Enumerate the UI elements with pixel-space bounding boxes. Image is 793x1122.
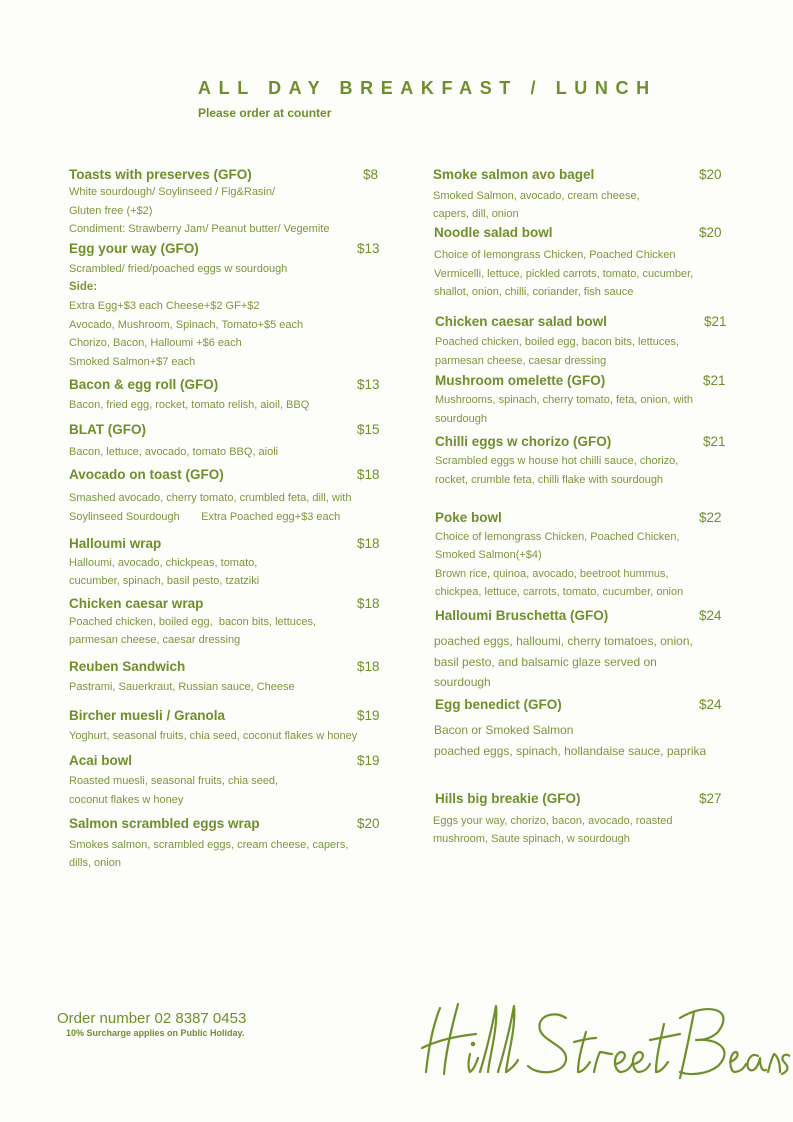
item-desc: Halloumi, avocado, chickpeas, tomato, — [69, 557, 258, 569]
item-price: $24 — [699, 608, 722, 623]
item-desc: Roasted muesli, seasonal fruits, chia seed, — [69, 775, 279, 787]
item-desc: shallot, onion, chilli, coriander, fish sauce — [434, 286, 634, 298]
item-desc: poached eggs, spinach, hollandaise sauce, paprika — [434, 744, 707, 758]
item-price: $13 — [357, 241, 380, 256]
item-desc: parmesan cheese, caesar dressing — [435, 355, 607, 367]
item-desc: Soylinseed Sourdough Extra Poached egg+$3 each — [69, 511, 341, 523]
item-desc: Poached chicken, boiled egg, bacon bits, lettuces, — [69, 616, 317, 628]
item-name: Avocado on toast (GFO) — [69, 467, 224, 482]
side-option: Smoked Salmon+$7 each — [69, 356, 196, 368]
item-price: $20 — [357, 816, 380, 831]
item-desc: Smoked Salmon, avocado, cream cheese, — [433, 190, 640, 202]
item-name: Chicken caesar salad bowl — [435, 314, 607, 329]
item-desc: Mushrooms, spinach, cherry tomato, feta, onion, with — [435, 394, 694, 406]
item-price: $19 — [357, 753, 380, 768]
page-subtitle: Please order at counter — [198, 106, 332, 120]
item-desc: mushroom, Saute spinach, w sourdough — [433, 833, 630, 845]
item-price: $27 — [699, 791, 722, 806]
item-price: $20 — [699, 167, 722, 182]
item-name: Bircher muesli / Granola — [69, 708, 226, 723]
item-desc: sourdough — [434, 675, 491, 689]
item-price: $20 — [699, 225, 722, 240]
item-price: $18 — [357, 536, 380, 551]
item-price: $22 — [699, 510, 722, 525]
item-desc: Brown rice, quinoa, avocado, beetroot hummus, — [435, 568, 669, 580]
side-option: Extra Egg+$3 each Cheese+$2 GF+$2 — [69, 300, 260, 312]
brand-logo — [418, 998, 790, 1093]
brand-logo-script — [418, 998, 790, 1088]
item-desc: Eggs your way, chorizo, bacon, avocado, roasted — [433, 815, 673, 827]
item-desc: sourdough — [435, 413, 487, 425]
item-desc: Choice of lemongrass Chicken, Poached Chicken — [434, 249, 676, 261]
item-name: Egg benedict (GFO) — [435, 697, 562, 712]
item-name: Noodle salad bowl — [434, 225, 553, 240]
item-name: Halloumi Bruschetta (GFO) — [435, 608, 609, 623]
item-name: Mushroom omelette (GFO) — [435, 373, 606, 388]
side-option: Chorizo, Bacon, Halloumi +$6 each — [69, 337, 242, 349]
item-desc: Smokes salmon, scrambled eggs, cream cheese, capers, — [69, 839, 349, 851]
page-title: ALL DAY BREAKFAST / LUNCH — [198, 78, 657, 98]
item-desc: Pastrami, Sauerkraut, Russian sauce, Cheese — [69, 681, 295, 693]
item-name: Hills big breakie (GFO) — [435, 791, 581, 806]
item-price: $18 — [357, 467, 380, 482]
item-desc: Yoghurt, seasonal fruits, chia seed, coconut flakes w honey — [69, 730, 358, 742]
item-name: Halloumi wrap — [69, 536, 162, 551]
item-desc: Vermicelli, lettuce, pickled carrots, tomato, cucumber, — [434, 268, 694, 280]
item-price: $21 — [704, 314, 727, 329]
item-desc: Scrambled/ fried/poached eggs w sourdough — [69, 263, 288, 275]
item-name: Egg your way (GFO) — [69, 241, 199, 256]
item-price: $21 — [703, 373, 726, 388]
item-name: Reuben Sandwich — [69, 659, 186, 674]
side-option: Avocado, Mushroom, Spinach, Tomato+$5 each — [69, 319, 304, 331]
item-desc: White sourdough/ Soylinseed / Fig&Rasin/ — [69, 186, 276, 198]
item-price: $21 — [703, 434, 726, 449]
item-price: $15 — [357, 422, 380, 437]
item-desc: basil pesto, and balsamic glaze served on — [434, 655, 657, 669]
item-price: $13 — [357, 377, 380, 392]
item-name: Bacon & egg roll (GFO) — [69, 377, 219, 392]
item-desc: dills, onion — [69, 857, 121, 869]
item-desc: chickpea, lettuce, carrots, tomato, cucumber, onion — [435, 586, 684, 598]
item-desc: Bacon or Smoked Salmon — [434, 723, 574, 737]
item-desc: capers, dill, onion — [433, 208, 519, 220]
item-desc: poached eggs, halloumi, cherry tomatoes, onion, — [434, 634, 693, 648]
item-name: Smoke salmon avo bagel — [433, 167, 595, 182]
item-desc: coconut flakes w honey — [69, 794, 184, 806]
item-price: $18 — [357, 659, 380, 674]
item-desc: Smoked Salmon(+$4) — [435, 549, 542, 561]
item-name: Chicken caesar wrap — [69, 596, 204, 611]
item-desc: cucumber, spinach, basil pesto, tzatziki — [69, 575, 260, 587]
item-desc: Poached chicken, boiled egg, bacon bits, lettuces, — [435, 336, 679, 348]
side-label: Side: — [69, 281, 98, 293]
item-desc: Scrambled eggs w house hot chilli sauce, chorizo, — [435, 455, 679, 467]
item-desc: Choice of lemongrass Chicken, Poached Chicken, — [435, 531, 680, 543]
item-name: BLAT (GFO) — [69, 422, 146, 437]
item-price: $18 — [357, 596, 380, 611]
item-name: Chilli eggs w chorizo (GFO) — [435, 434, 612, 449]
item-price: $8 — [363, 167, 379, 182]
item-desc: Gluten free (+$2) — [69, 205, 153, 217]
item-name: Acai bowl — [69, 753, 133, 768]
item-name: Salmon scrambled eggs wrap — [69, 816, 260, 831]
item-desc: Condiment: Strawberry Jam/ Peanut butter/ Vegemite — [69, 223, 330, 235]
item-name: Poke bowl — [435, 510, 502, 525]
item-desc: rocket, crumble feta, chilli flake with sourdough — [435, 474, 664, 486]
item-desc: Smashed avocado, cherry tomato, crumbled feta, dill, with — [69, 492, 352, 504]
item-desc: parmesan cheese, caesar dressing — [69, 634, 241, 646]
item-price: $19 — [357, 708, 380, 723]
item-desc: Bacon, lettuce, avocado, tomato BBQ, aioli — [69, 446, 279, 458]
item-price: $24 — [699, 697, 722, 712]
order-phone-number: Order number 02 8387 0453 — [57, 1010, 247, 1027]
surcharge-note: 10% Surcharge applies on Public Holiday. — [66, 1028, 245, 1038]
item-name: Toasts with preserves (GFO) — [69, 167, 252, 182]
item-desc: Bacon, fried egg, rocket, tomato relish, aioil, BBQ — [69, 399, 310, 411]
